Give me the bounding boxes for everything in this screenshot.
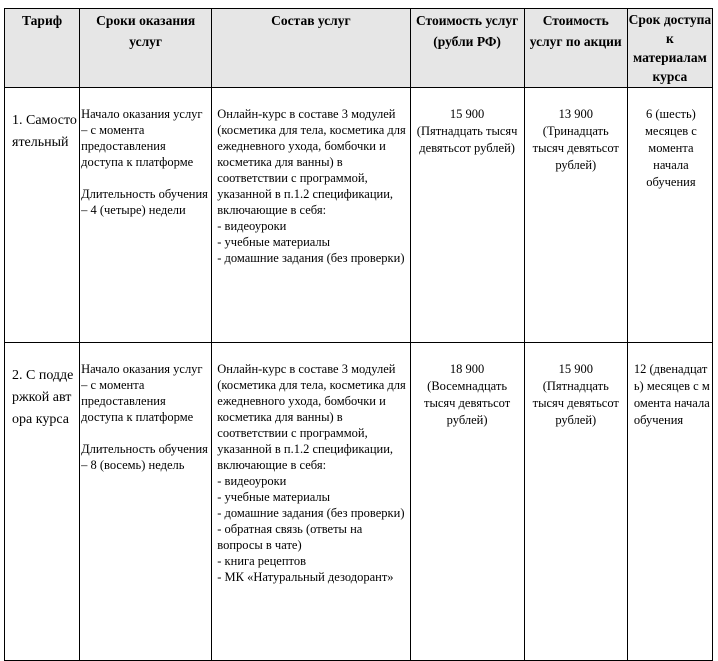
service-terms <box>80 343 212 661</box>
header-price: Стоимость услуг (рубли РФ) <box>410 9 524 88</box>
tariffs-table <box>4 8 713 661</box>
contents-intro: Онлайн-курс в составе 3 модулей (косметика для тела, косметика для ежедневного ухода, бомбочки и косметика для ванны) в соответствии с программой, указанной в п.1.2 спецификации, включающие в себя: <box>217 107 409 217</box>
service-contents <box>212 88 410 343</box>
promo-price-value: 13 900 <box>558 107 593 121</box>
contents-item: - учебные материалы <box>217 235 331 249</box>
contents-item: - видеоуроки <box>217 219 287 233</box>
header-promo-price: Стоимость услуг по акции <box>524 9 627 88</box>
tariff-name: 2. С поддержкой автора курса <box>5 343 80 661</box>
price-words: (Восемнадцать тысяч девятьсот рублей) <box>423 379 511 427</box>
table-row <box>5 88 713 343</box>
price-value: 18 900 <box>449 362 485 376</box>
access-period: 6 (шесть) месяцев с момента начала обучения <box>627 88 712 343</box>
promo-price-words: (Тринадцать тысяч девятьсот рублей) <box>532 124 619 172</box>
service-terms <box>80 88 212 343</box>
contents-item: - МК «Натуральный дезодорант» <box>217 570 394 584</box>
access-period: 12 (двенадцать) месяцев с момента начала обучения <box>627 343 712 661</box>
service-contents <box>212 343 410 661</box>
price-value: 15 900 <box>449 107 485 121</box>
table-row <box>5 343 713 661</box>
contents-intro: Онлайн-курс в составе 3 модулей (косметика для тела, косметика для ежедневного ухода, бомбочки и косметика для ванны) в соответствии с программой, указанной в п.1.2 спецификации, включающие в себя: <box>217 362 409 472</box>
terms-duration: Длительность обучения – 8 (восемь) недель <box>81 442 208 472</box>
contents-item: - видеоуроки <box>217 474 287 488</box>
promo-price-cell <box>524 343 627 661</box>
contents-item: - домашние задания (без проверки) <box>217 251 405 265</box>
promo-price-words: (Пятнадцать тысяч девятьсот рублей) <box>532 379 619 427</box>
price-cell <box>410 343 524 661</box>
promo-price-cell <box>524 88 627 343</box>
header-access: Срок доступа к материалам курса <box>627 9 712 88</box>
terms-duration: Длительность обучения – 4 (четыре) недели <box>81 187 208 217</box>
terms-start: Начало оказания услуг – с момента предоставления доступа к платформе <box>81 362 203 424</box>
price-cell <box>410 88 524 343</box>
header-terms: Сроки оказания услуг <box>80 9 212 88</box>
header-contents: Состав услуг <box>212 9 410 88</box>
price-words: (Пятнадцать тысяч девятьсот рублей) <box>416 124 518 155</box>
terms-start: Начало оказания услуг – с момента предоставления доступа к платформе <box>81 107 203 169</box>
promo-price-value: 15 900 <box>558 362 593 376</box>
contents-item: - домашние задания (без проверки) <box>217 506 405 520</box>
contents-item: - книга рецептов <box>217 554 306 568</box>
contents-item: - обратная связь (ответы на вопросы в чате) <box>217 522 366 552</box>
contents-item: - учебные материалы <box>217 490 331 504</box>
header-tariff: Тариф <box>5 9 80 88</box>
tariff-name: 1. Самостоятельный <box>5 88 80 343</box>
table-header-row <box>5 9 713 88</box>
